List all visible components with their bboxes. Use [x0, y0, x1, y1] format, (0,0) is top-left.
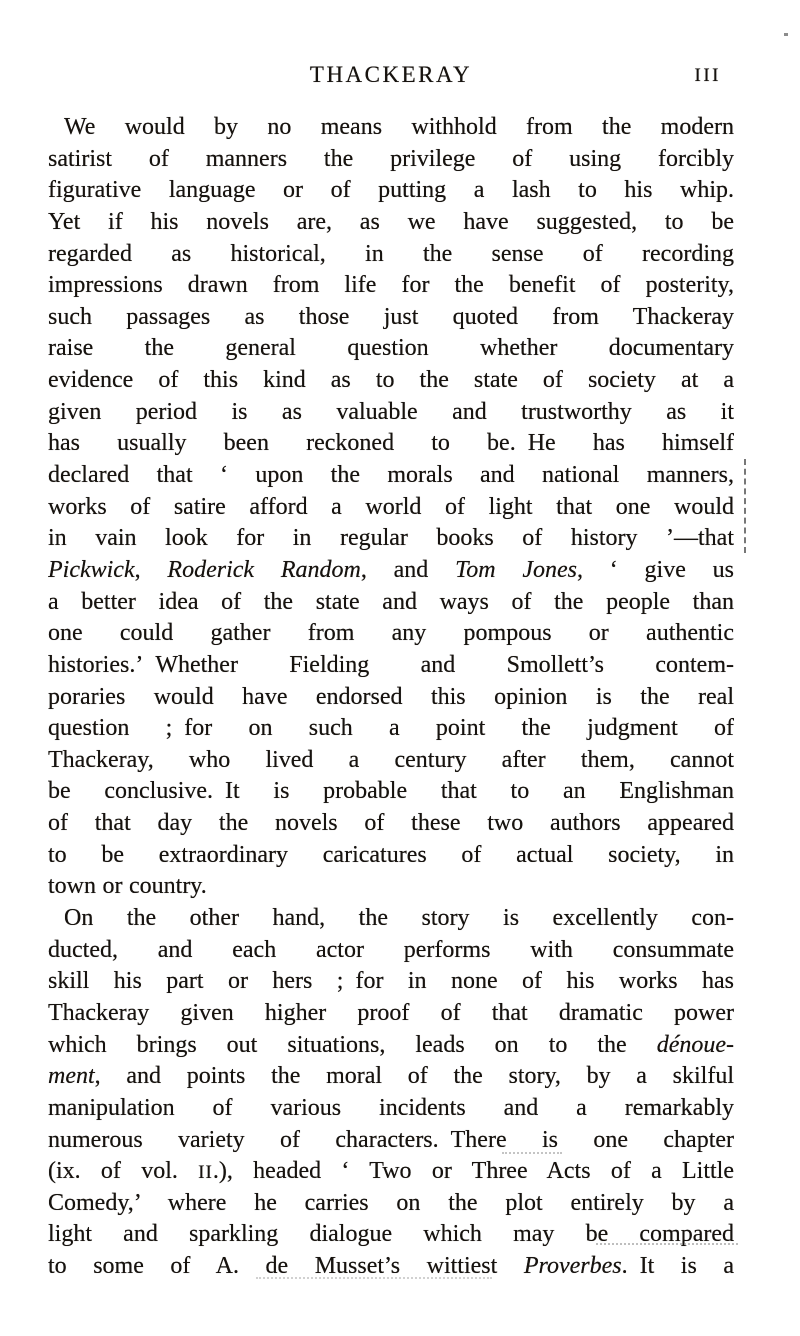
text-segment: Thackeray given higher proof of that dramatic power	[48, 999, 734, 1026]
text-line	[48, 270, 734, 302]
text-line	[48, 175, 734, 207]
text-segment: . It is a	[621, 1253, 734, 1280]
text-line	[48, 776, 734, 808]
text-line	[48, 555, 734, 587]
text-line	[48, 871, 734, 903]
text-line	[48, 1125, 734, 1157]
text-segment: works of satire afford a world of light that one would	[48, 493, 734, 520]
text-line	[48, 1030, 734, 1062]
italic-segment: Roderick Random	[167, 556, 361, 583]
book-page	[48, 62, 734, 1283]
text-segment: be conclusive. It is probable that to an Englishman	[48, 778, 734, 805]
text-segment: town or country.	[48, 873, 207, 900]
text-segment: Comedy,’ where he carries on the plot entirely by a	[48, 1189, 734, 1216]
text-segment: , and	[360, 556, 456, 583]
text-segment: (ix. of vol.	[48, 1158, 199, 1185]
page-number: III	[694, 65, 721, 86]
text-line	[48, 1156, 734, 1188]
text-line	[48, 935, 734, 967]
text-line	[48, 428, 734, 460]
page-body	[48, 112, 734, 1283]
text-segment: declared that ‘ upon the morals and national manners,	[48, 462, 734, 489]
text-line	[48, 808, 734, 840]
text-line	[48, 618, 734, 650]
text-segment: manipulation of various incidents and a remarkably	[48, 1094, 734, 1121]
italic-segment: ment	[48, 1063, 95, 1090]
italic-segment: Proverbes	[523, 1253, 622, 1280]
text-segment: figurative language or of putting a lash to his whip.	[48, 177, 734, 204]
text-segment: On the other hand, the story is excellently con-	[64, 905, 734, 932]
text-segment: regarded as historical, in the sense of recording	[48, 240, 734, 267]
text-segment: histories.’ Whether Fielding and Smollett’s contem-	[48, 651, 734, 678]
text-segment: has usually been reckoned to be. He has himself	[48, 430, 734, 457]
text-segment: Yet if his novels are, as we have suggested, to be	[48, 208, 734, 235]
text-line	[48, 1219, 734, 1251]
text-line	[48, 492, 734, 524]
text-segment: We would by no means withhold from the modern	[64, 114, 734, 140]
running-header	[48, 62, 734, 92]
text-segment: , ‘ give us	[576, 556, 734, 583]
text-segment: Thackeray, who lived a century after them, cannot	[48, 746, 734, 773]
text-line	[48, 1061, 734, 1093]
text-segment: poraries would have endorsed this opinion is the real	[48, 683, 734, 710]
text-line	[48, 682, 734, 714]
text-line	[48, 302, 734, 334]
scan-artifact-dot	[784, 33, 788, 36]
text-line	[48, 650, 734, 682]
text-line	[48, 1093, 734, 1125]
scan-artifact-dashed-line	[744, 459, 746, 553]
text-segment: ducted, and each actor performs with consummate	[48, 936, 734, 963]
text-segment: numerous variety of characters. There is one chapter	[48, 1126, 734, 1153]
text-line	[48, 397, 734, 429]
text-line	[48, 144, 734, 176]
italic-segment: Tom Jones	[455, 556, 577, 583]
text-segment: to some of A. de Musset’s wittiest	[48, 1253, 524, 1280]
text-segment: one could gather from any pompous or authentic	[48, 620, 734, 647]
text-line	[48, 903, 734, 935]
text-segment: impressions drawn from life for the benefit of posterity,	[48, 272, 734, 299]
text-segment: a better idea of the state and ways of the people than	[48, 588, 734, 615]
text-line	[48, 745, 734, 777]
smallcaps-segment: II	[198, 1162, 213, 1184]
text-line	[48, 239, 734, 271]
running-header-title: THACKERAY	[309, 62, 473, 87]
text-segment: , and points the moral of the story, by a skilful	[94, 1063, 734, 1090]
text-line	[48, 333, 734, 365]
text-segment: evidence of this kind as to the state of society at a	[48, 367, 734, 394]
text-line	[48, 523, 734, 555]
text-line	[48, 460, 734, 492]
text-segment: satirist of manners the privilege of using forcibly	[48, 145, 734, 172]
text-segment: to be extraordinary caricatures of actual society, in	[48, 841, 734, 868]
text-segment: in vain look for in regular books of history ’—that	[48, 525, 734, 552]
text-segment: question ; for on such a point the judgment of	[48, 715, 734, 742]
text-line	[48, 112, 734, 144]
italic-segment: dénoue-	[656, 1031, 734, 1058]
text-segment: given period is as valuable and trustworthy as it	[48, 398, 734, 425]
text-segment: of that day the novels of these two authors appeared	[48, 810, 734, 837]
text-line	[48, 713, 734, 745]
paragraph	[48, 112, 734, 903]
text-line	[48, 207, 734, 239]
text-line	[48, 587, 734, 619]
text-segment: raise the general question whether documentary	[48, 335, 734, 362]
text-segment: skill his part or hers ; for in none of his works has	[48, 968, 734, 995]
text-line	[48, 1188, 734, 1220]
text-segment: light and sparkling dialogue which may be compared	[48, 1221, 734, 1248]
italic-segment: Pickwick	[48, 556, 135, 583]
text-line	[48, 966, 734, 998]
text-line	[48, 998, 734, 1030]
text-segment: .), headed ‘ Two or Three Acts of a Little	[212, 1158, 734, 1185]
text-segment: such passages as those just quoted from Thackeray	[48, 303, 734, 330]
text-line	[48, 365, 734, 397]
paragraph	[48, 903, 734, 1283]
text-line	[48, 840, 734, 872]
text-segment: ,	[134, 556, 168, 583]
text-line	[48, 1251, 734, 1283]
text-segment: which brings out situations, leads on to the	[48, 1031, 657, 1058]
